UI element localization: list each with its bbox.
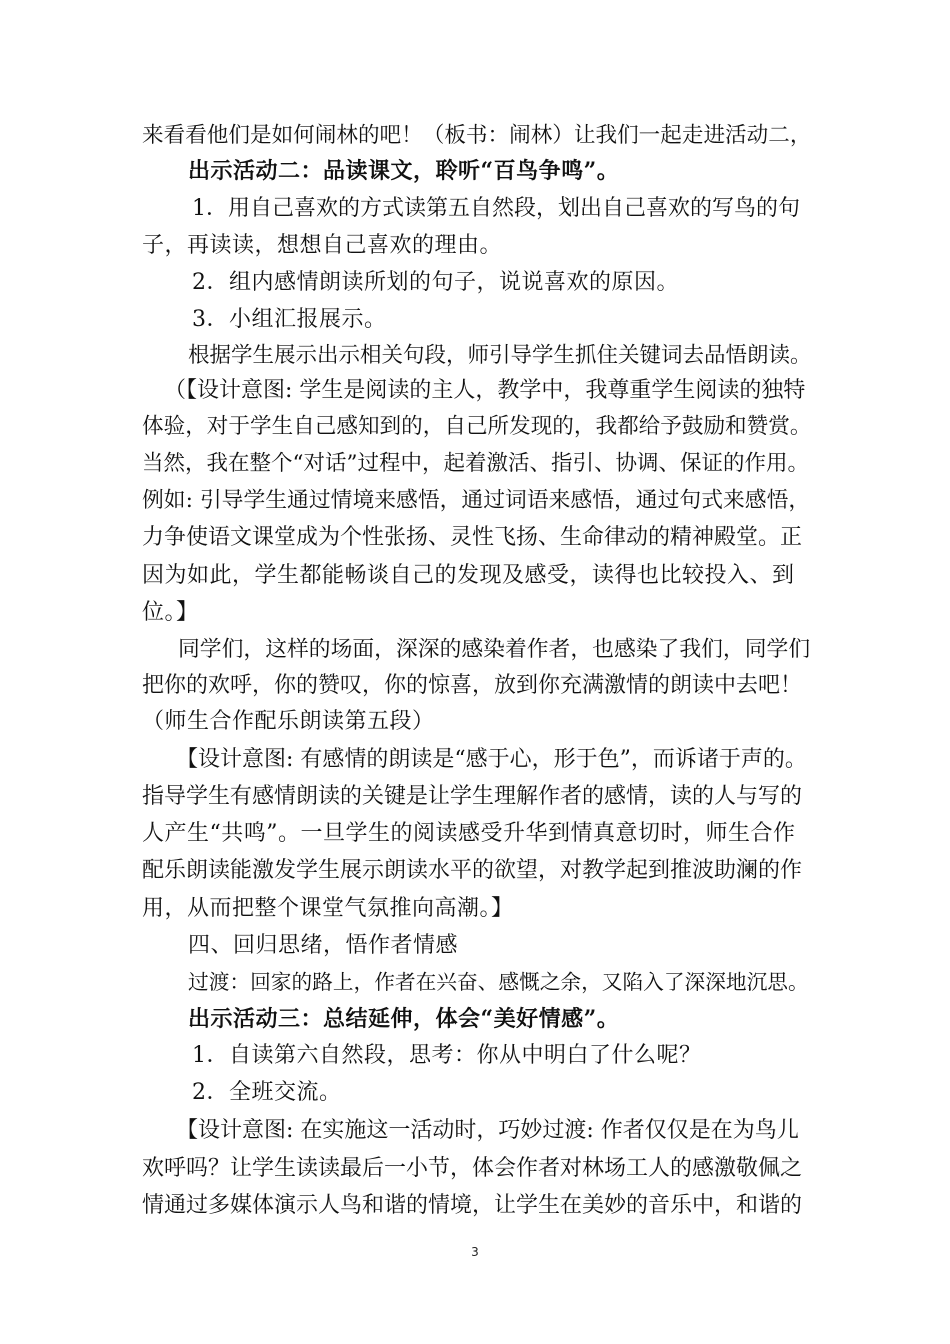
text-line: 同学们，这样的场面，深深的感染着作者，也感染了我们，同学们 <box>178 637 811 662</box>
text-line: 配乐朗读能激发学生展示朗读水平的欲望，对教学起到推波助澜的作 <box>142 858 803 883</box>
text-line: 2．组内感情朗读所划的句子，说说喜欢的原因。 <box>192 270 679 295</box>
text-line: （师生合作配乐朗读第五段） <box>142 709 435 734</box>
text-line: 1．自读第六自然段，思考：你从中明白了什么呢？ <box>192 1043 702 1068</box>
text-line: 1．用自己喜欢的方式读第五自然段，划出自己喜欢的写鸟的句 <box>192 196 800 221</box>
activity-heading: 出示活动二：品读课文，聆听“百鸟争鸣”。 <box>188 158 620 184</box>
text-line: 3．小组汇报展示。 <box>192 307 387 332</box>
text-line: 用，从而把整个课堂气氛推向高潮。】 <box>142 896 514 921</box>
text-line: 【设计意图: 有感情的朗读是“感于心，形于色”，而诉诸于声的。 <box>176 747 807 772</box>
text-line: 位。】 <box>142 600 199 625</box>
text-line: 当然，我在整个“对话”过程中，起着激活、指引、协调、保证的作用。 <box>142 451 809 476</box>
text-line: 欢呼吗？让学生读读最后一小节，体会作者对林场工人的感激敬佩之 <box>142 1156 803 1181</box>
text-line: 【设计意图: 在实施这一活动时，巧妙过渡: 作者仅仅是在为鸟儿 <box>176 1118 799 1143</box>
text-line: 指导学生有感情朗读的关键是让学生理解作者的感情，读的人与写的 <box>142 784 803 809</box>
activity-heading: 出示活动三：总结延伸，体会“美好情感”。 <box>188 1006 620 1032</box>
text-line: 2．全班交流。 <box>192 1080 342 1105</box>
text-line: 子，再读读，想想自己喜欢的理由。 <box>142 233 503 258</box>
text-line: 力争使语文课堂成为个性张扬、灵性飞扬、生命律动的精神殿堂。正 <box>142 525 803 550</box>
text-line: 体验，对于学生自己感知到的，自己所发现的，我都给予鼓励和赞赏。 <box>142 414 812 439</box>
text-line: 因为如此，学生都能畅谈自己的发现及感受，读得也比较投入、到 <box>142 563 795 588</box>
section-heading: 四、回归思绪，悟作者情感 <box>188 933 459 958</box>
text-line: 根据学生展示出示相关句段，师引导学生抓住关键词去品悟朗读。 <box>188 343 812 368</box>
text-line: 把你的欢呼，你的赞叹，你的惊喜，放到你充满激情的朗读中去吧！ <box>142 673 803 698</box>
text-line: 人产生“共鸣”。一旦学生的阅读感受升华到情真意切时，师生合作 <box>142 821 796 846</box>
page-number: 3 <box>471 1245 479 1259</box>
text-line: 过渡：回家的路上，作者在兴奋、感慨之余，又陷入了深深地沉思。 <box>188 970 809 994</box>
text-line: （【设计意图: 学生是阅读的主人，教学中，我尊重学生阅读的独特 <box>164 378 806 403</box>
text-line: 例如: 引导学生通过情境来感悟，通过词语来感悟，通过句式来感悟， <box>142 488 811 513</box>
text-line: 来看看他们是如何闹林的吧！（板书：闹林）让我们一起走进活动二， <box>142 123 812 148</box>
text-line: 情通过多媒体演示人鸟和谐的情境，让学生在美妙的音乐中，和谐的 <box>142 1193 803 1218</box>
